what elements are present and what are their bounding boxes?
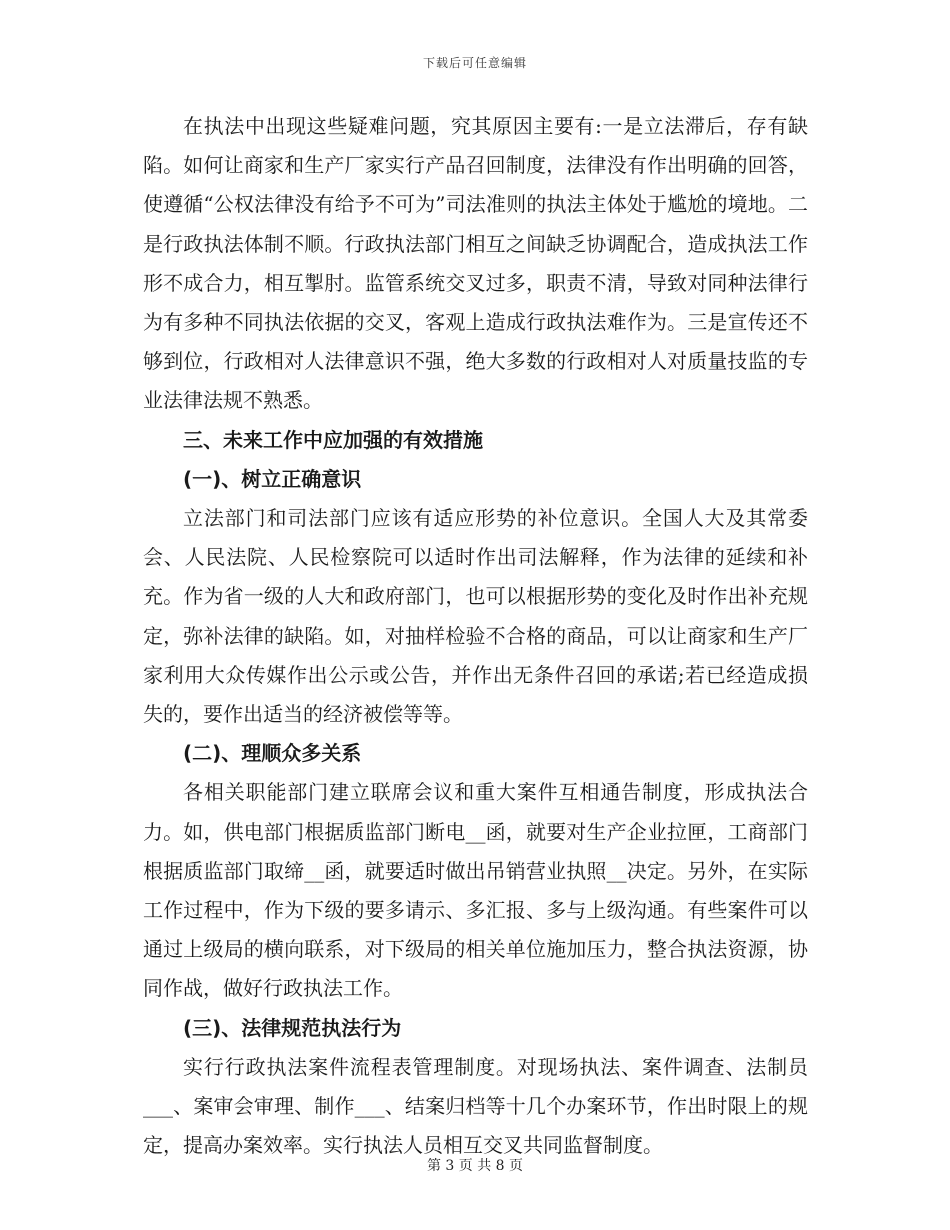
subheading-law-enforcement: (三)、法律规范执法行为 — [183, 1015, 402, 1040]
section-heading-measures: 三、未来工作中应加强的有效措施 — [183, 427, 483, 452]
paragraph-causes: 在执法中出现这些疑难问题，究其原因主要有:一是立法滞后，存有缺陷。如何让商家和生产厂家实行产品召回制度，法律没有作出明确的回答，使遵循“公权法律没有给予不可为”司法准则的执法主体处于尴尬的境地。二是行政执法体制不顺。行政执法部门相互之间缺乏协调配合，造成执法工作形不成合力，相互掣肘。监管系统交叉过多，职责不清，导致对同种法律行为有多种不同执法依据的交叉，客观上造成行政执法难作为。三是宣传还不够到位，行政相对人法律意识不强，绝大多数的行政相对人对质量技监的专业法律法规不熟悉。 — [143, 114, 808, 413]
paragraph-relationships: 各相关职能部门建立联席会议和重大案件互相通告制度，形成执法合力。如，供电部门根据质监部门断电__函，就要对生产企业拉匣，工商部门根据质监部门取缔__函，就要适时做出吊销营业执照__决定。另外，在实际工作过程中，作为下级的要多请示、多汇报、多与上级沟通。有些案件可以通过上级局的横向联系，对下级局的相关单位施加压力，整合执法资源，协同作战，做好行政执法工作。 — [143, 780, 808, 1001]
subheading-relationships: (二)、理顺众多关系 — [183, 741, 362, 766]
paragraph-enforcement: 实行行政执法案件流程表管理制度。对现场执法、案件调查、法制员___、案审会审理、制作___、结案归档等十几个办案环节，作出时限上的规定，提高办案效率。实行执法人员相互交叉共同监督制度。 — [143, 1054, 808, 1158]
page-header: 下载后可任意编辑 — [422, 56, 527, 70]
subheading-correct-awareness: (一)、树立正确意识 — [183, 466, 362, 491]
page-number: 第 3 页 共 8 页 — [426, 1158, 524, 1174]
paragraph-awareness: 立法部门和司法部门应该有适应形势的补位意识。全国人大及其常委会、人民法院、人民检察院可以适时作出司法解释，作为法律的延续和补充。作为省一级的人大和政府部门，也可以根据形势的变化及时作出补充规定，弥补法律的缺陷。如，对抽样检验不合格的商品，可以让商家和生产厂家利用大众传媒作出公示或公告，并作出无条件召回的承诺;若已经造成损失的，要作出适当的经济被偿等等。 — [143, 506, 808, 727]
document-body — [143, 107, 808, 1165]
